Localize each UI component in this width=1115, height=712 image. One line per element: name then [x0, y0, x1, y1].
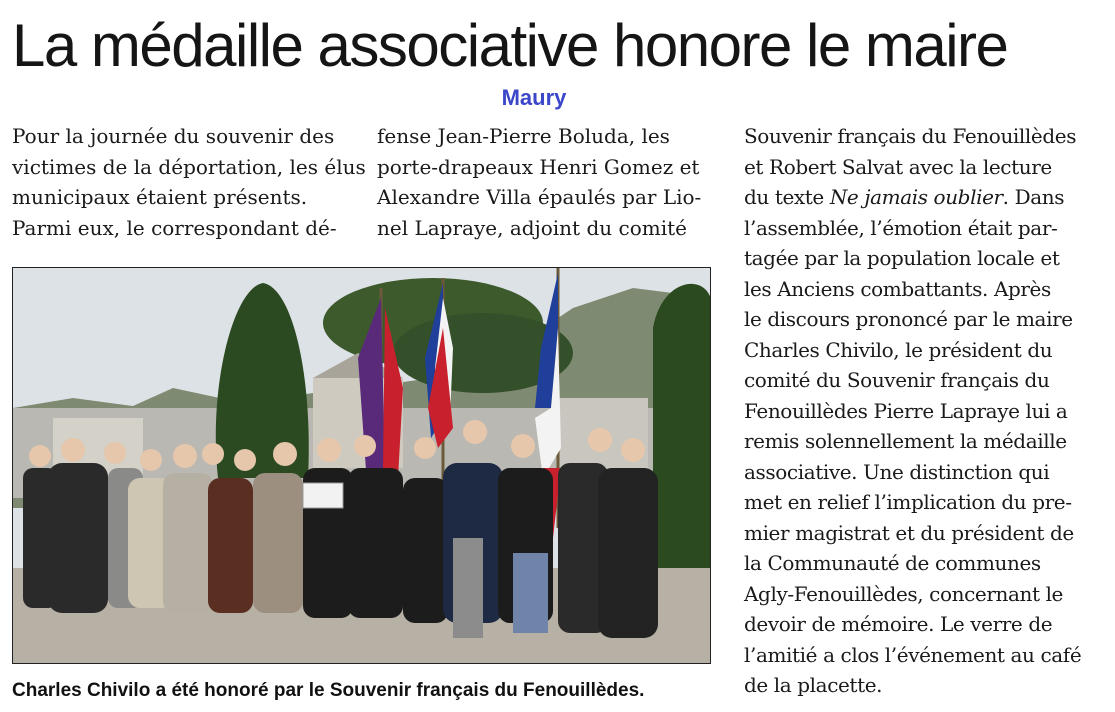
- body-line: porte-drapeaux Henri Gomez et: [377, 154, 700, 179]
- body-line: met en relief l’implication du pre-: [744, 490, 1072, 514]
- body-line: Parmi eux, le correspondant dé-: [12, 215, 337, 240]
- photo-illustration: [13, 268, 711, 664]
- article-column-1: [12, 121, 366, 243]
- body-line: et Robert Salvat avec la lecture: [744, 154, 1052, 179]
- body-line: Agly-Fenouillèdes, concernant le: [744, 581, 1063, 606]
- article-column-3: [744, 121, 1081, 701]
- body-line: la Communauté de communes: [744, 551, 1041, 575]
- body-line: [744, 182, 1081, 213]
- body-line: Charles Chivilo, le président du: [744, 337, 1053, 362]
- body-line: de la placette.: [744, 673, 883, 697]
- kicker-location: Maury: [501, 85, 567, 110]
- body-line: nel Lapraye, adjoint du comité: [377, 215, 687, 240]
- body-line: municipaux étaient présents.: [12, 185, 308, 209]
- body-text: du texte: [744, 185, 830, 209]
- article-photo: [12, 267, 711, 664]
- body-line: Souvenir français du Fenouillèdes: [744, 124, 1077, 148]
- body-text: . Dans: [1002, 185, 1065, 209]
- body-line: comité du Souvenir français du: [744, 368, 1050, 392]
- body-line: fense Jean-Pierre Boluda, les: [377, 124, 670, 148]
- body-line: le discours prononcé par le maire: [744, 307, 1073, 331]
- headline: La médaille associative honore le maire: [12, 12, 1008, 79]
- body-line: l’assemblée, l’émotion était par-: [744, 215, 1058, 240]
- body-line: Pour la journée du souvenir des: [12, 124, 335, 148]
- article-column-2: [377, 121, 701, 243]
- body-line: tagée par la population locale et: [744, 246, 1060, 270]
- body-line: Fenouillèdes Pierre Lapraye lui a: [744, 398, 1068, 423]
- body-line: l’amitié a clos l’événement au café: [744, 642, 1082, 667]
- body-line: mier magistrat et du président de: [744, 520, 1074, 545]
- body-line: les Anciens combattants. Après: [744, 276, 1051, 301]
- body-line: remis solennellement la médaille: [744, 429, 1067, 453]
- body-line: victimes de la déportation, les élus: [12, 154, 366, 179]
- body-line: devoir de mémoire. Le verre de: [744, 612, 1053, 636]
- quoted-title: Ne jamais oublier: [829, 185, 1003, 209]
- body-line: associative. Une distinction qui: [744, 459, 1050, 484]
- photo-caption: Charles Chivilo a été honoré par le Souvenir français du Fenouillèdes.: [12, 680, 645, 701]
- body-line: Alexandre Villa épaulés par Lio-: [377, 185, 702, 209]
